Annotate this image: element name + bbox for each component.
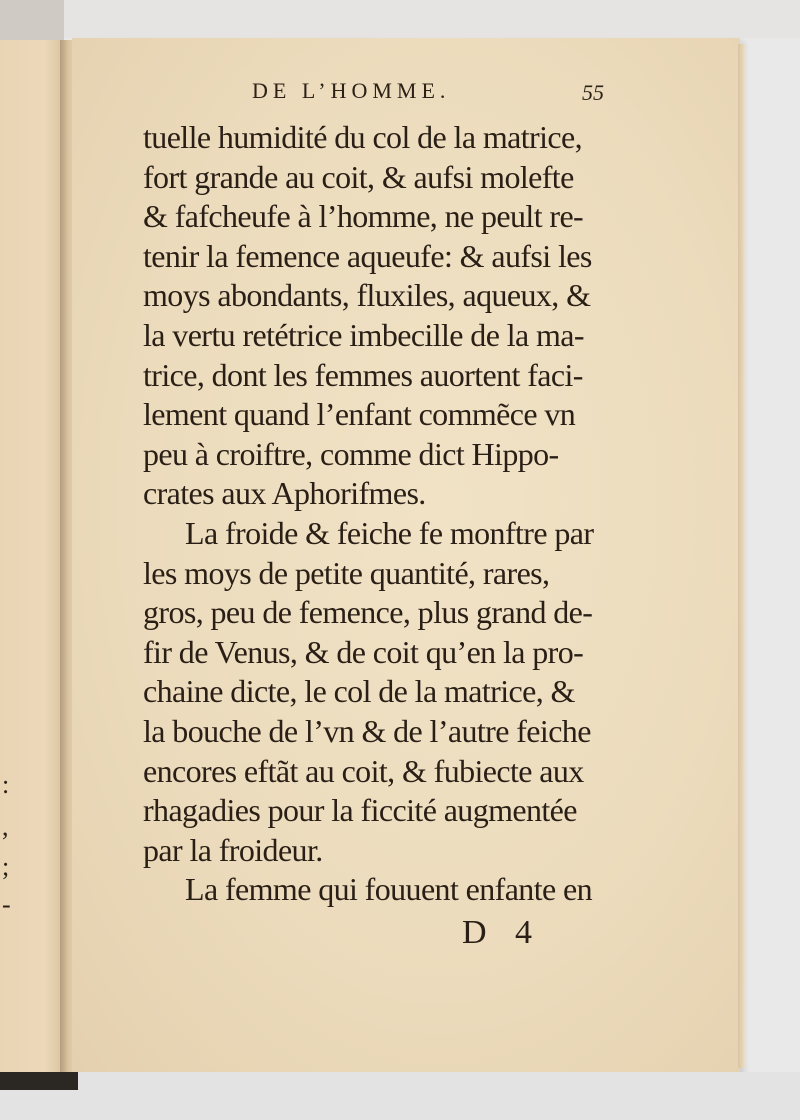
text-line: les moys de petite quantité, rares, [143, 554, 550, 591]
scan-bottom-shadow [0, 1072, 78, 1090]
text-line: lement quand l’enfant commẽce vn [143, 396, 576, 433]
text-line: tuelle humidité du col de la matrice, [143, 119, 582, 155]
text-line: peu à croiftre, comme dict Hippo- [143, 435, 559, 472]
text-line: la vertu retétrice imbecille de la ma- [143, 316, 584, 353]
page-fore-edge [738, 44, 746, 1068]
text-line: fort grande au coit, & aufsi molefte [143, 158, 574, 195]
text-line: rhagadies pour la ficcité augmentée [143, 792, 577, 829]
page-header [252, 78, 612, 118]
text-line: la bouche de l’vn & de l’autre feiche [143, 712, 591, 749]
text-line: moys abondants, fluxiles, aqueux, & [143, 277, 591, 314]
text-line: fir de Venus, & de coit qu’en la pro- [143, 633, 584, 670]
text-line: & fafcheufe à l’homme, ne peult re- [143, 198, 584, 235]
text-line: crates aux Aphorifmes. [143, 475, 426, 512]
scan-background-top [0, 0, 800, 38]
text-line: tenir la femence aqueufe: & aufsi les [143, 237, 592, 274]
folio-number: 55 [582, 80, 604, 105]
text-line: La femme qui fouuent enfante en [185, 871, 592, 908]
facing-page-fragment: , [2, 812, 9, 841]
text-line: La froide & feiche fe monftre par [185, 514, 594, 551]
text-line: trice, dont les femmes auortent faci- [143, 356, 583, 393]
facing-page-fragment: ; [2, 852, 10, 881]
facing-page-edge [0, 40, 64, 1074]
scan-corner-shadow [0, 0, 64, 40]
scan-background-bottom [0, 1072, 800, 1120]
facing-page-fragment: - [2, 890, 11, 919]
text-line: encores eftãt au coit, & fubiecte aux [143, 752, 584, 789]
text-line: gros, peu de femence, plus grand de- [143, 594, 593, 631]
text-line: chaine dicte, le col de la matrice, & [143, 673, 575, 710]
text-line: par la froideur. [143, 831, 323, 868]
page-body-text [143, 118, 613, 910]
signature-mark: D 4 [462, 914, 543, 951]
running-head: DE L’HOMME. [252, 78, 451, 103]
facing-page-fragment: : [2, 770, 10, 799]
